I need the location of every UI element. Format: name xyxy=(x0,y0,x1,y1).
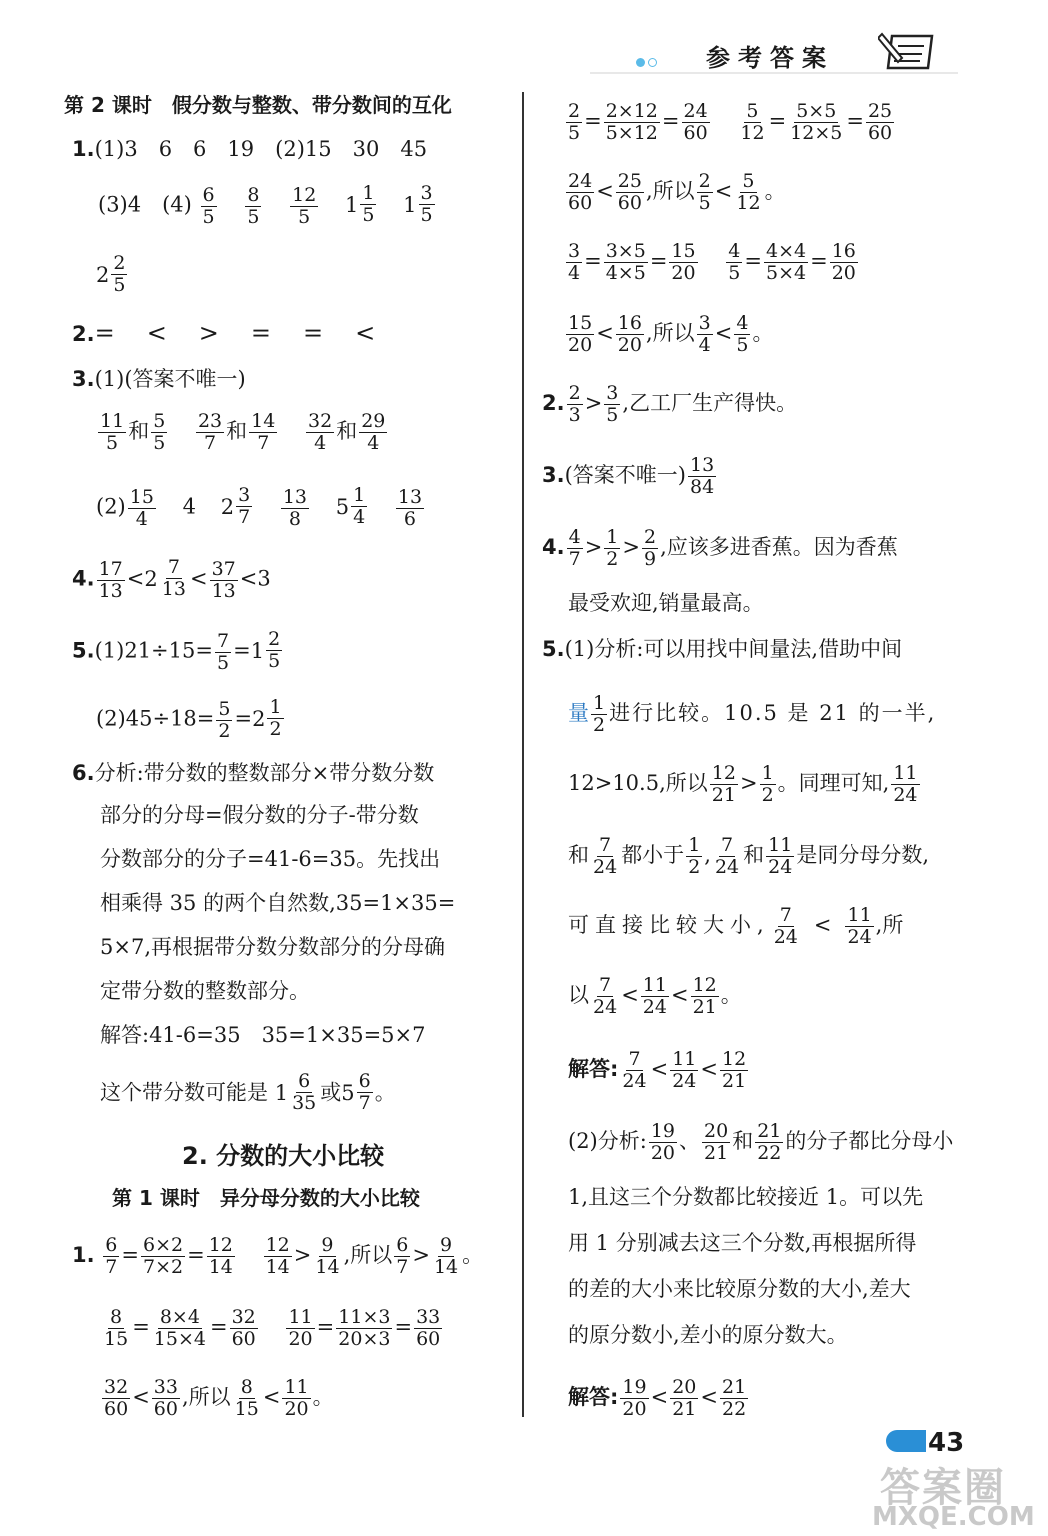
r-q4: 4. $\frac{4}{7}$ > $\frac{1}{2}$ > $\frac{2}{9}$ ,应该多进香蕉。因为香蕉 xyxy=(542,526,898,570)
q6-line6: 定带分数的整数部分。 xyxy=(100,979,310,1003)
r-q5-p2l2: 1,且这三个分数都比较接近 1。可以先 xyxy=(568,1185,924,1209)
q5-line1: 5.(1)21÷15= $\frac{7}{5}$ = 1 $\frac{2}{5}$ xyxy=(72,628,281,674)
q3-pairs: $\frac{11}{5}$ 和 $\frac{5}{5}$ $\frac{23}{7}$ 和 $\frac{14}{7}$ $\frac{32}{4}$ 和 $\frac{29}{4}$ xyxy=(100,410,386,454)
q4-line: 4. $\frac{17}{13}$ < 2 $\frac{7}{13}$ < $\frac{37}{13}$ <3 xyxy=(72,556,271,602)
pencil-note-icon xyxy=(878,28,942,76)
fraction: $\frac{8}{5}$ xyxy=(247,183,260,228)
r-q5-l1: 5.(1)分析:可以用找中间量法,借助中间 xyxy=(542,637,903,661)
fraction: $\frac{12}{5}$ xyxy=(292,183,317,228)
r-row3: $\frac{3}{4}$ = $\frac{3\times 5}{4\times 5}$ = $\frac{15}{20}$ $\frac{4}{5}$ = $\frac{4\times 4}{5\times 4}$ = $\frac{16}{20}$ xyxy=(568,240,856,284)
q1-line1: 1.(1)3 6 6 19 (2)15 30 45 xyxy=(72,137,428,161)
mixed-number: 2 $\frac{2}{5}$ xyxy=(96,252,126,296)
s2q1-row3: $\frac{32}{60}$ < $\frac{33}{60}$ ,所以 $\frac{8}{15}$ < $\frac{11}{20}$ 。 xyxy=(104,1376,334,1420)
r-q4-line2: 最受欢迎,销量最高。 xyxy=(568,591,764,615)
r-q5-ans1: 解答: $\frac{7}{24}$ < $\frac{11}{24}$ < $\frac{12}{21}$ xyxy=(568,1048,747,1092)
s2q1-row2: $\frac{8}{15}$ = $\frac{8\times 4}{15\times 4}$ = $\frac{32}{60}$ $\frac{11}{20}$ = $\frac{11\times 3}{20\times 3}$ = $\frac{33}{60}$ xyxy=(104,1306,441,1350)
r-row1: $\frac{2}{5}$ = $\frac{2\times 12}{5\times 12}$ = $\frac{24}{60}$ $\frac{5}{12}$ = $\frac{5\times 5}{12\times 5}$ = $\frac{25}{60}$ xyxy=(568,100,893,144)
mixed-number: 1 $\frac{1}{5}$ xyxy=(344,182,375,226)
q6-line4: 相乘得 35 的两个自然数,35=1×35= xyxy=(100,891,456,915)
r-q5-l5: 可直接比较大小, $\frac{7}{24}$ < $\frac{11}{24}$ ,所 xyxy=(568,904,904,948)
q3-line1: 3.(1)(答案不唯一) xyxy=(72,367,246,391)
lesson-title: 第 2 课时 假分数与整数、带分数间的互化 xyxy=(64,93,452,117)
r-q5-p2l4: 的差的大小来比较原分数的大小,差大 xyxy=(568,1277,911,1301)
r-q5-l6: 以 $\frac{7}{24}$ < $\frac{11}{24}$ < $\frac{12}{21}$ 。 xyxy=(568,974,742,1018)
column-divider xyxy=(522,92,524,1417)
r-q5-ans2: 解答: $\frac{19}{20}$ < $\frac{20}{21}$ < $\frac{21}{22}$ xyxy=(568,1376,747,1420)
r-q5-p2l3: 用 1 分别减去这三个分数,再根据所得 xyxy=(568,1231,917,1255)
q6-line5: 5×7,再根据带分数分数部分的分母确 xyxy=(100,935,445,959)
lesson1-title: 第 1 课时 异分母分数的大小比较 xyxy=(112,1186,420,1210)
r-q5-p2l5: 的原分数小,差小的原分数大。 xyxy=(568,1323,848,1347)
q6-line3: 分数部分的分子=41-6=35。先找出 xyxy=(100,847,441,871)
header-dots xyxy=(636,52,657,71)
q1-line2: (3)4 (4) $\frac{6}{5}$ $\frac{8}{5}$ $\frac{12}{5}$ 1 $\frac{1}{5}$ 1 $\frac{3}{5}$ xyxy=(98,184,437,227)
r-q3: 3.(答案不唯一) $\frac{13}{84}$ xyxy=(542,454,715,498)
page-number-badge xyxy=(886,1430,926,1452)
r-q5-l2: 量 $\frac{1}{2}$ 进行比较。10.5 是 21 的一半, xyxy=(568,692,937,736)
r-q5-l3: 12>10.5,所以 $\frac{12}{21}$ > $\frac{1}{2}$ 。同理可知, $\frac{11}{24}$ xyxy=(568,762,918,806)
s2q1-row1: 1. $\frac{6}{7}$ = $\frac{6\times 2}{7\times 2}$ = $\frac{12}{14}$ $\frac{12}{14}$ > $\frac{9}{14}$ ,所以 $\frac{6}{7}$ > $\frac{9}{14}$ 。 xyxy=(72,1234,484,1278)
fraction: $\frac{6}{5}$ xyxy=(202,183,215,228)
q2-line: 2.= < > = = < xyxy=(72,319,380,347)
q6-line1: 6.分析:带分数的整数部分×带分数分数 xyxy=(72,761,435,785)
r-q2: 2. $\frac{2}{3}$ > $\frac{3}{5}$ ,乙工厂生产得快。 xyxy=(542,382,798,426)
page-number: 43 xyxy=(928,1428,965,1458)
r-q5-l4: 和 $\frac{7}{24}$ 都小于 $\frac{1}{2}$ , $\frac{7}{24}$ 和 $\frac{11}{24}$ 是同分母分数, xyxy=(568,834,930,878)
q6-answer: 解答:41-6=35 35=1×35=5×7 xyxy=(100,1023,426,1047)
header-title: 参考答案 xyxy=(706,44,834,72)
section-title: 2. 分数的大小比较 xyxy=(182,1142,385,1170)
q3-part2: (2) $\frac{15}{4}$ 4 2 $\frac{3}{7}$ $\frac{13}{8}$ 5 $\frac{1}{4}$ $\frac{13}{6}$ xyxy=(96,484,423,530)
r-row2: $\frac{24}{60}$ < $\frac{25}{60}$ ,所以 $\frac{2}{5}$ < $\frac{5}{12}$ 。 xyxy=(568,170,786,214)
q5-line2: (2)45÷18= $\frac{5}{2}$ = 2 $\frac{1}{2}$ xyxy=(96,696,282,742)
q6-line2: 部分的分母=假分数的分子-带分数 xyxy=(100,803,419,827)
r-q5-p2: (2)分析: $\frac{19}{20}$ 、 $\frac{20}{21}$ 和 $\frac{21}{22}$ 的分子都比分母小 xyxy=(568,1120,954,1164)
watermark-url: MXQE.COM xyxy=(872,1502,1035,1532)
q6-final: 这个带分数可能是 1 $\frac{6}{35}$ 或 5 $\frac{6}{7}$ 。 xyxy=(100,1070,396,1114)
q1-line3 xyxy=(96,254,129,295)
r-row4: $\frac{15}{20}$ < $\frac{16}{20}$ ,所以 $\frac{3}{4}$ < $\frac{4}{5}$ 。 xyxy=(568,312,774,356)
mixed-number: 1 $\frac{3}{5}$ xyxy=(403,182,433,226)
watermark-logo: 答案圈 xyxy=(880,1465,1006,1511)
